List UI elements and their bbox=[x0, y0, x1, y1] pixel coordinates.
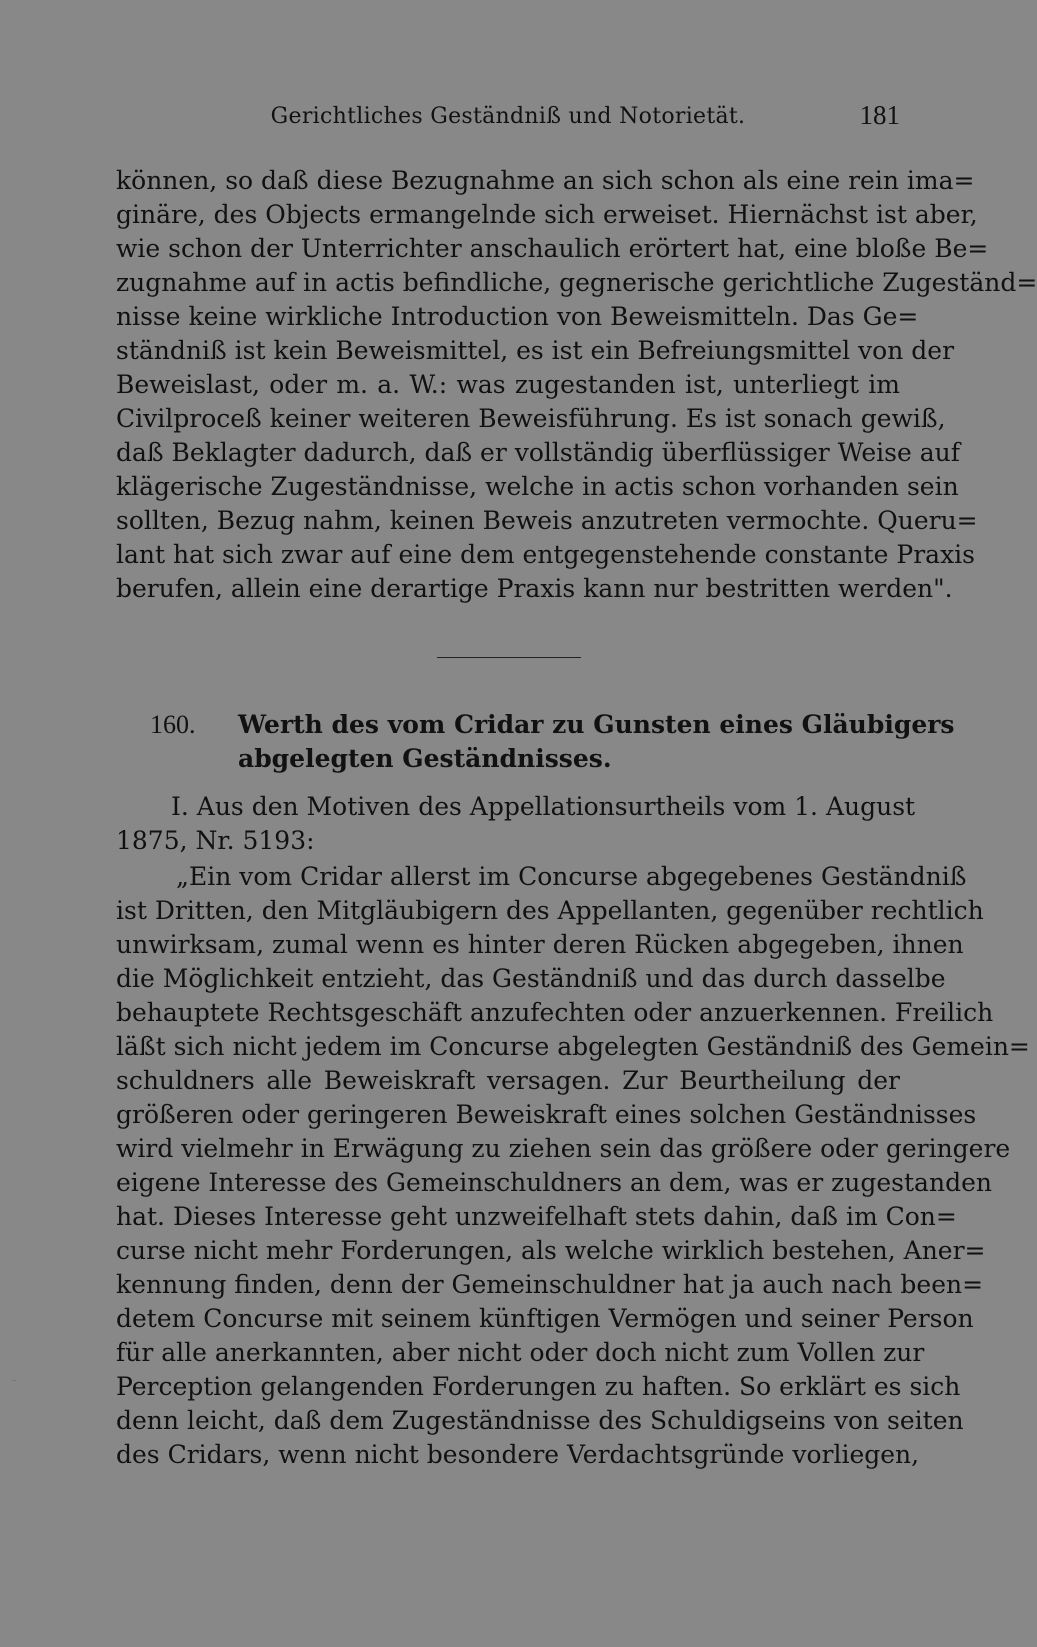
section-title-line: abgelegten Geständnisses. bbox=[238, 744, 612, 773]
margin-mark bbox=[12, 1380, 16, 1381]
text-line: lant hat sich zwar auf eine dem entgegenstehende constante Praxis bbox=[116, 540, 976, 569]
text-line: unwirksam, zumal wenn es hinter deren Rücken abgegeben, ihnen bbox=[116, 930, 964, 959]
text-line: hat. Dieses Interesse geht unzweifelhaft stets dahin, daß im Con= bbox=[116, 1202, 957, 1231]
paragraph-top bbox=[116, 164, 1037, 606]
text-line: Civilproceß keiner weiteren Beweisführung. Es ist sonach gewiß, bbox=[116, 404, 946, 433]
text-line: klägerische Zugeständnisse, welche in actis schon vorhanden sein bbox=[116, 472, 959, 501]
text-line: 1875, Nr. 5193: bbox=[116, 826, 315, 855]
text-line: für alle anerkannten, aber nicht oder doch nicht zum Vollen zur bbox=[116, 1338, 925, 1367]
text-line: detem Concurse mit seinem künftigen Vermögen und seiner Person bbox=[116, 1304, 974, 1333]
running-title: Gerichtliches Geständniß und Notorietät. bbox=[270, 104, 746, 129]
text-line: schuldners alle Beweiskraft versagen. Zur Beurtheilung der bbox=[116, 1066, 900, 1095]
text-line: ist Dritten, den Mitgläubigern des Appellanten, gegenüber rechtlich bbox=[116, 896, 984, 925]
text-line: kennung finden, denn der Gemeinschuldner hat ja auch nach been= bbox=[116, 1270, 984, 1299]
text-line: eigene Interesse des Gemeinschuldners an dem, was er zugestanden bbox=[116, 1168, 992, 1197]
running-head bbox=[116, 100, 900, 140]
text-line: die Möglichkeit entzieht, das Geständniß und das durch dasselbe bbox=[116, 964, 946, 993]
section-title-line: Werth des vom Cridar zu Gunsten eines Gläubigers bbox=[238, 710, 955, 739]
text-line: ständniß ist kein Beweismittel, es ist ein Befreiungsmittel von der bbox=[116, 336, 955, 365]
text-line: größeren oder geringeren Beweiskraft eines solchen Geständnisses bbox=[116, 1100, 977, 1129]
text-line: Perception gelangenden Forderungen zu haften. So erklärt es sich bbox=[116, 1372, 961, 1401]
text-line: berufen, allein eine derartige Praxis kann nur bestritten werden". bbox=[116, 574, 953, 603]
text-line: können, so daß diese Bezugnahme an sich schon als eine rein ima= bbox=[116, 166, 975, 195]
text-line: behauptete Rechtsgeschäft anzufechten oder anzuerkennen. Freilich bbox=[116, 998, 994, 1027]
text-line: wird vielmehr in Erwägung zu ziehen sein das größere oder geringere bbox=[116, 1134, 1011, 1163]
text-line: zugnahme auf in actis befindliche, gegnerische gerichtliche Zugeständ= bbox=[116, 268, 1037, 297]
text-line: des Cridars, wenn nicht besondere Verdachtsgründe vorliegen, bbox=[116, 1440, 920, 1469]
text-line: daß Beklagter dadurch, daß er vollständig überflüssiger Weise auf bbox=[116, 438, 960, 467]
section-number: 160. bbox=[150, 710, 196, 739]
text-line: denn leicht, daß dem Zugeständnisse des Schuldigseins von seiten bbox=[116, 1406, 964, 1435]
text-line: Beweislast, oder m. a. W.: was zugestanden ist, unterliegt im bbox=[116, 370, 900, 399]
text-line: wie schon der Unterrichter anschaulich erörtert hat, eine bloße Be= bbox=[116, 234, 989, 263]
text-line: nisse keine wirkliche Introduction von Beweismitteln. Das Ge= bbox=[116, 302, 919, 331]
page-number: 181 bbox=[859, 100, 900, 130]
text-line: ginäre, des Objects ermangelnde sich erweiset. Hiernächst ist aber, bbox=[116, 200, 978, 229]
text-line: I. Aus den Motiven des Appellationsurtheils vom 1. August bbox=[171, 792, 916, 821]
text-line: sollten, Bezug nahm, keinen Beweis anzutreten vermochte. Queru= bbox=[116, 506, 978, 535]
text-line: „Ein vom Cridar allerst im Concurse abgegebenes Geständniß bbox=[176, 862, 967, 891]
paragraph-quote bbox=[116, 860, 1030, 1472]
paragraph-intro bbox=[116, 790, 916, 858]
text-line: curse nicht mehr Forderungen, als welche wirklich bestehen, Aner= bbox=[116, 1236, 986, 1265]
text-line: läßt sich nicht jedem im Concurse abgelegten Geständniß des Gemein= bbox=[116, 1032, 1030, 1061]
section-divider bbox=[437, 657, 581, 658]
